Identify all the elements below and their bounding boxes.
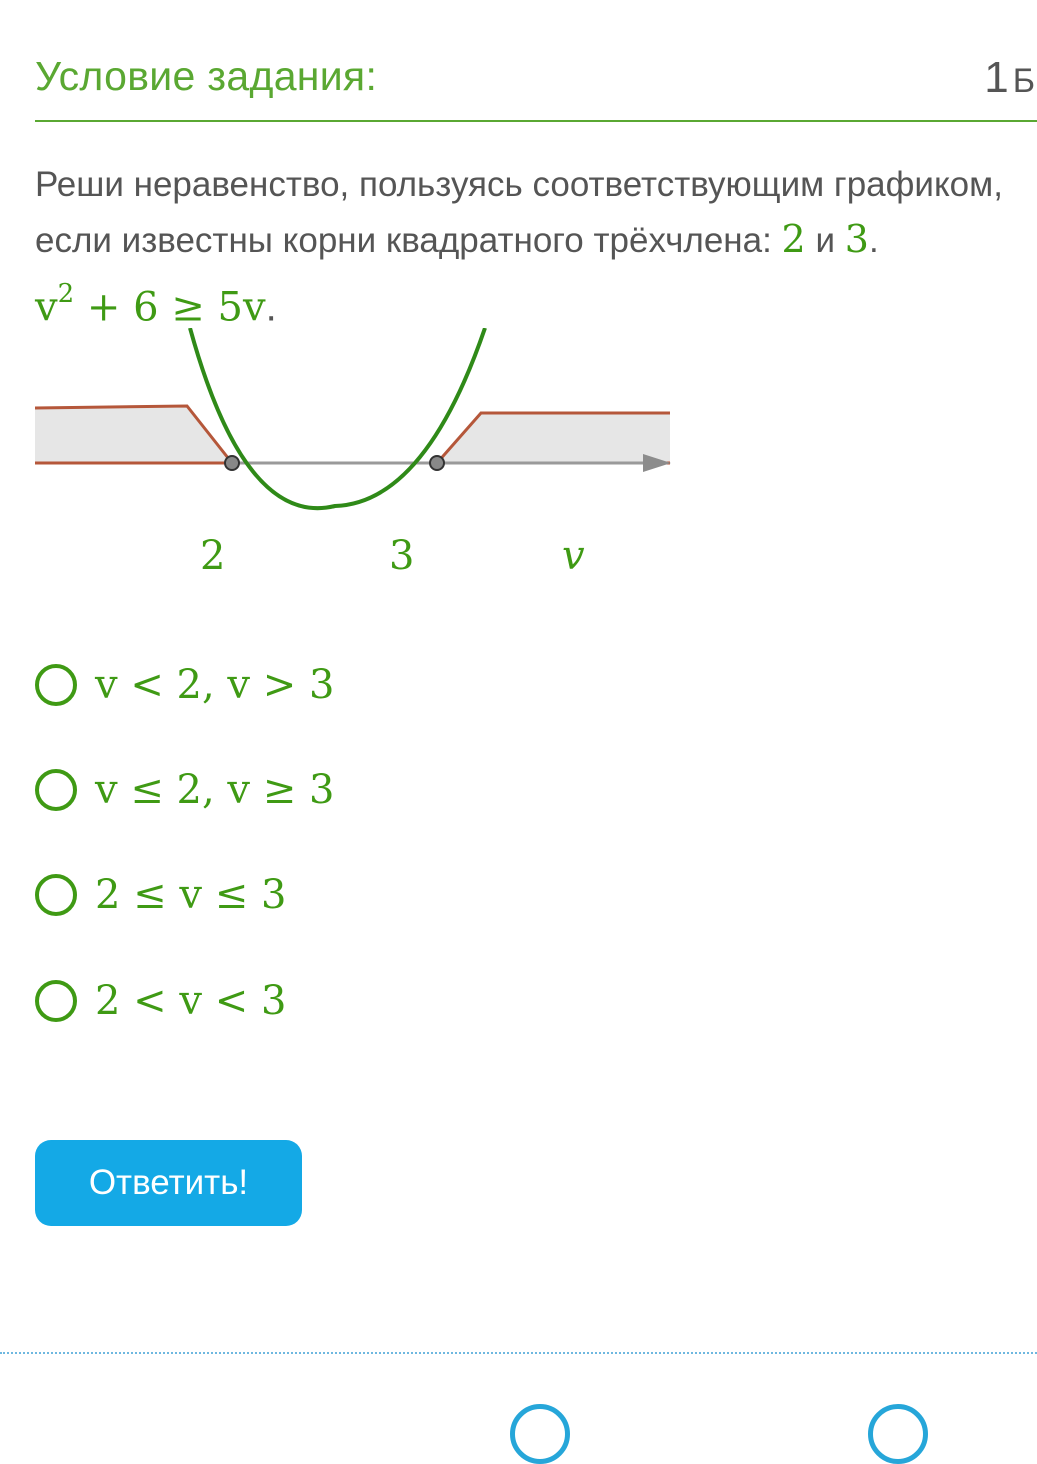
option-4-label: 2 < v < 3 bbox=[95, 978, 287, 1024]
task-text bbox=[35, 158, 1015, 268]
points-value: 1 bbox=[984, 53, 1009, 102]
task-line-1: Реши неравенство, пользуясь соответствующим графиком, bbox=[35, 165, 1003, 204]
points-badge bbox=[984, 53, 1035, 103]
radio-circle-icon[interactable] bbox=[35, 769, 77, 811]
radio-circle-icon[interactable] bbox=[35, 664, 77, 706]
parabola-graph bbox=[35, 328, 675, 578]
root-point-2 bbox=[225, 456, 239, 470]
radio-circle-icon[interactable] bbox=[35, 980, 77, 1022]
solution-band-fill bbox=[35, 406, 232, 463]
submit-answer-button[interactable]: Ответить! bbox=[35, 1140, 302, 1226]
option-2-label: v ≤ 2, v ≥ 3 bbox=[95, 767, 335, 813]
points-unit: Б bbox=[1012, 62, 1035, 100]
task-line-2-text: если известны корни квадратного трёхчлена: bbox=[35, 221, 772, 260]
inequality-variable: v bbox=[35, 284, 58, 331]
root-point-3 bbox=[430, 456, 444, 470]
root-1: 2 bbox=[781, 217, 806, 261]
task-header bbox=[35, 45, 1037, 122]
option-3-label: 2 ≤ v ≤ 3 bbox=[95, 872, 287, 918]
axis-label-v: v bbox=[562, 533, 585, 579]
footer-circle-icon-left[interactable] bbox=[510, 1404, 570, 1464]
option-3[interactable] bbox=[35, 865, 555, 925]
root-2: 3 bbox=[844, 217, 869, 261]
task-line-2 bbox=[35, 212, 1015, 268]
header-title: Условие задания: bbox=[35, 53, 378, 99]
parabola-curve bbox=[190, 328, 485, 508]
option-1[interactable] bbox=[35, 655, 555, 715]
radio-circle-icon[interactable] bbox=[35, 874, 77, 916]
tick-label-2: 2 bbox=[200, 533, 226, 579]
solution-band-fill-right bbox=[437, 413, 670, 463]
option-4[interactable] bbox=[35, 971, 555, 1031]
footer-circle-icon-right[interactable] bbox=[868, 1404, 928, 1464]
graph-svg bbox=[35, 328, 675, 528]
option-1-label: v < 2, v > 3 bbox=[95, 662, 335, 708]
tick-label-3: 3 bbox=[389, 533, 415, 579]
root-conjunction: и bbox=[815, 221, 836, 260]
inequality-variable-2: v bbox=[242, 284, 266, 331]
inequality-rest: + 6 ≥ 5 bbox=[74, 284, 243, 331]
inequality-period: . bbox=[265, 285, 277, 330]
inequality-exponent: 2 bbox=[57, 279, 75, 309]
task-period: . bbox=[868, 221, 879, 260]
footer-divider bbox=[0, 1352, 1037, 1354]
inequality-expression bbox=[35, 268, 277, 337]
option-2[interactable] bbox=[35, 760, 555, 820]
